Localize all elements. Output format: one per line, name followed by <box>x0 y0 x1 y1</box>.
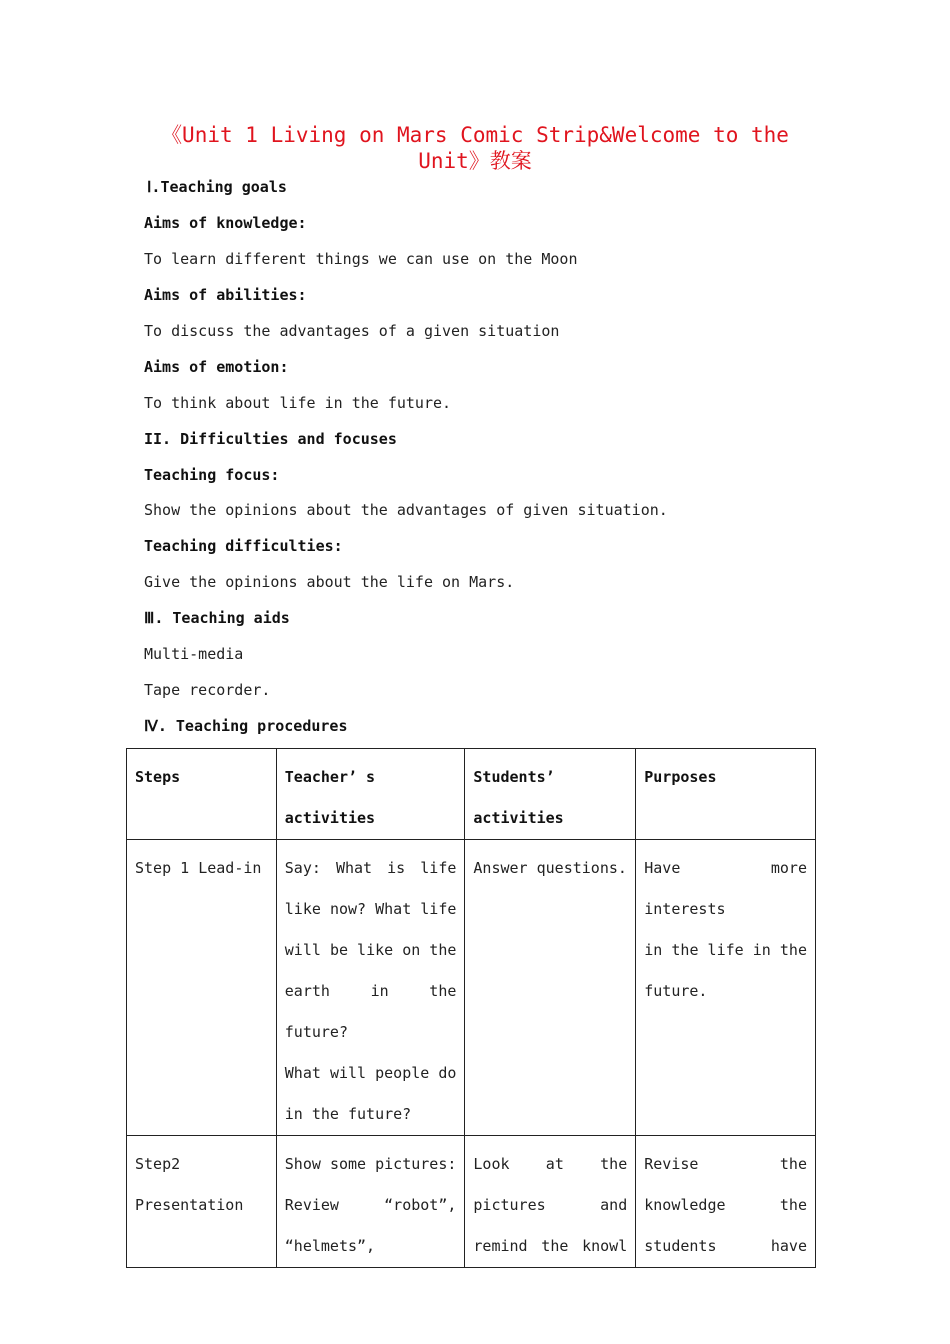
section-heading-goals: Ⅰ.Teaching goals <box>147 178 287 196</box>
header-student-activities: Students’ activities <box>465 749 636 840</box>
header-steps: Steps <box>127 749 277 840</box>
row2-students: Look at the pictures and remind the knowl <box>465 1136 636 1268</box>
section-heading-procedures: Ⅳ. Teaching procedures <box>144 717 348 735</box>
table-row <box>127 840 816 1136</box>
aims-abilities-text: To discuss the advantages of a given situation <box>144 322 560 340</box>
header-purposes: Purposes <box>636 749 816 840</box>
procedures-table <box>126 748 816 1268</box>
aims-emotion-label: Aims of emotion: <box>144 358 289 376</box>
section-heading-difficulties: II. Difficulties and focuses <box>144 430 397 448</box>
teaching-focus-label: Teaching focus: <box>144 466 280 484</box>
teaching-aid-tape: Tape recorder. <box>144 681 271 699</box>
teaching-difficulties-text: Give the opinions about the life on Mars. <box>144 573 515 591</box>
row1-step: Step 1 Lead-in <box>127 840 277 1136</box>
row2-teacher: Show some pictures: Review “robot”, “helmets”, <box>276 1136 465 1268</box>
row1-purposes: Have more interests in the life in the future. <box>636 840 816 1136</box>
table-row <box>127 1136 816 1268</box>
aims-emotion-text: To think about life in the future. <box>144 394 452 412</box>
row2-step: Step2 Presentation <box>127 1136 277 1268</box>
teaching-aid-multimedia: Multi-media <box>144 645 244 663</box>
document-title: 《Unit 1 Living on Mars Comic Strip&Welcome to the Unit》教案 <box>161 123 789 173</box>
section-heading-aids: Ⅲ. Teaching aids <box>144 609 290 627</box>
aims-knowledge-text: To learn different things we can use on the Moon <box>144 250 578 268</box>
row1-teacher: Say: What is life like now? What life will be like on the earth in the future? What will people do in the future? <box>276 840 465 1136</box>
aims-abilities-label: Aims of abilities: <box>144 286 307 304</box>
teaching-difficulties-label: Teaching difficulties: <box>144 537 343 555</box>
row2-purposes: Revise the knowledge the students have <box>636 1136 816 1268</box>
teaching-focus-text: Show the opinions about the advantages of given situation. <box>144 501 668 519</box>
table-header-row <box>127 749 816 840</box>
aims-knowledge-label: Aims of knowledge: <box>144 214 307 232</box>
row1-students: Answer questions. <box>465 840 636 1136</box>
header-teacher-activities: Teacher’ s activities <box>276 749 465 840</box>
